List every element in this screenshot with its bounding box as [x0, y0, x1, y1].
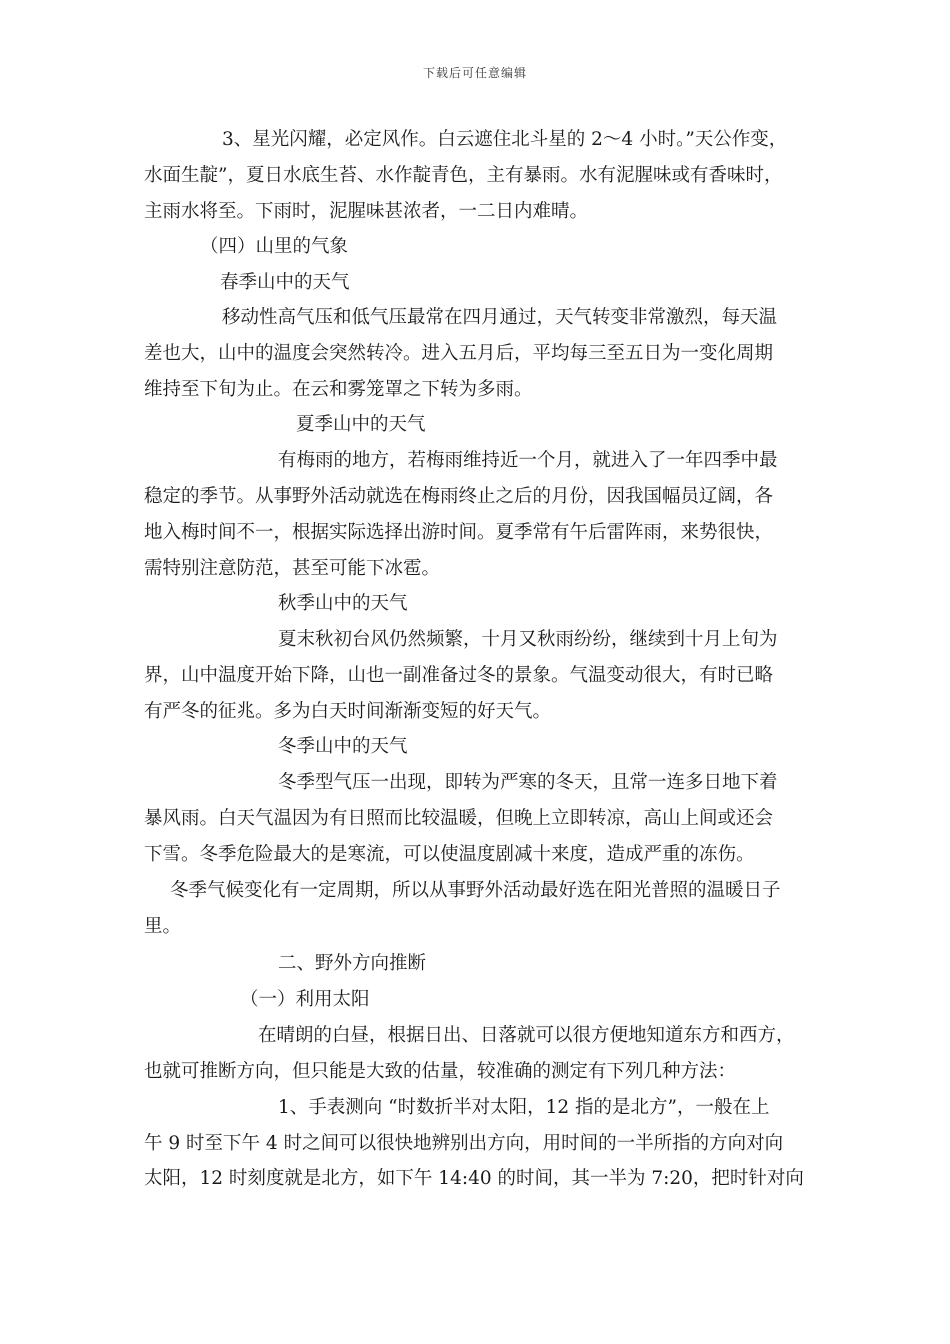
text-line: 3、星光闪耀，必定风作。白云遮住北斗星的 2～4 小时。”天公作变， [222, 129, 788, 150]
text-line: 差也大，山中的温度会突然转冷。进入五月后，平均每三至五日为一变化周期 [144, 343, 774, 364]
section-heading: 二、野外方向推断 [278, 953, 427, 974]
text-line: 移动性高气压和低气压最常在四月通过，天气转变非常激烈，每天温 [222, 307, 778, 328]
text-line: 在晴朗的白昼，根据日出、日落就可以很方便地知道东方和西方， [258, 1025, 795, 1046]
text-line: 1、手表测向 “时数折半对太阳，12 指的是北方”，一般在上 [278, 1097, 770, 1118]
text-line: 夏末秋初台风仍然频繁，十月又秋雨纷纷，继续到十月上旬为 [278, 629, 778, 650]
text-line: 冬季型气压一出现，即转为严寒的冬天，且常一连多日地下着 [278, 772, 778, 793]
text-line: 有严冬的征兆。多为白天时间渐渐变短的好天气。 [144, 701, 552, 722]
text-line: 有梅雨的地方，若梅雨维持近一个月，就进入了一年四季中最 [278, 450, 778, 471]
subsection-heading: 秋季山中的天气 [278, 593, 408, 614]
text-line: 暴风雨。白天气温因为有日照而比较温暖，但晚上立即转凉，高山上间或还会 [144, 808, 774, 829]
text-line: 下雪。冬季危险最大的是寒流，可以使温度剧减十来度，造成严重的冻伤。 [144, 844, 755, 865]
text-line: 稳定的季节。从事野外活动就选在梅雨终止之后的月份，因我国幅员辽阔，各 [144, 486, 774, 507]
section-heading: （四）山里的气象 [200, 236, 349, 257]
subsection-heading: 夏季山中的天气 [296, 414, 426, 435]
text-line: 界，山中温度开始下降，山也一副准备过冬的景象。气温变动很大，有时已略 [144, 665, 774, 686]
text-line: 冬季气候变化有一定周期，所以从事野外活动最好选在阳光普照的温暖日子 [170, 880, 781, 901]
subsection-heading: （一）利用太阳 [240, 989, 370, 1010]
page-header: 下载后可任意编辑 [422, 66, 527, 80]
text-line: 里。 [144, 916, 182, 937]
text-line: 太阳，12 时刻度就是北方，如下午 14:40 的时间，其一半为 7:20，把时针对向 [144, 1168, 804, 1189]
subsection-heading: 冬季山中的天气 [278, 736, 408, 757]
text-line: 午 9 时至下午 4 时之间可以很快地辨别出方向，用时间的一半所指的方向对向 [144, 1133, 784, 1154]
text-line: 水面生靛”，夏日水底生苔、水作靛青色，主有暴雨。水有泥腥味或有香味时， [144, 165, 783, 186]
text-line: 地入梅时间不一，根据实际选择出游时间。夏季常有午后雷阵雨，来势很快， [144, 522, 774, 543]
text-line: 主雨水将至。下雨时，泥腥味甚浓者，一二日内难晴。 [144, 201, 589, 222]
subsection-heading: 春季山中的天气 [220, 272, 350, 293]
text-line: 需特别注意防范，甚至可能下冰雹。 [144, 558, 441, 579]
text-line: 也就可推断方向，但只能是大致的估量，较准确的测定有下列几种方法： [144, 1061, 737, 1082]
text-line: 维持至下旬为止。在云和雾笼罩之下转为多雨。 [144, 379, 533, 400]
